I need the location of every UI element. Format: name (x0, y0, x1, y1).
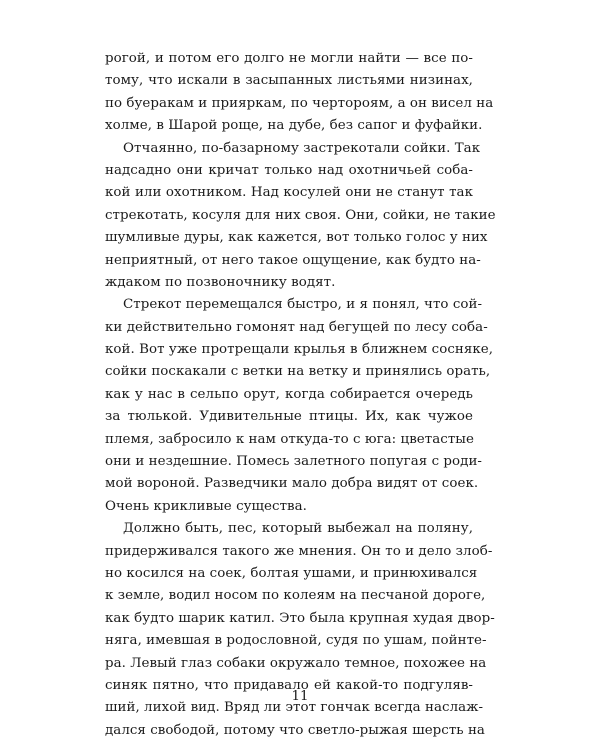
page-number: 11 (291, 689, 309, 704)
text-line: шумливые дуры, как кажется, вот только голос у них (105, 230, 488, 246)
text-line: сойки поскакали с ветки на ветку и принялись орать, (105, 364, 491, 380)
text-line: как у нас в сельпо орут, когда собирается очередь (105, 386, 473, 402)
text-line: но косился на соек, болтая ушами, и принюхивался (105, 565, 478, 581)
text-line: племя, забросило к нам откуда-то с юга: цветастые (105, 431, 474, 447)
text-line: ждаком по позвоночнику водят. (105, 274, 336, 290)
text-line: надсадно они кричат только над охотничьей соба- (105, 162, 473, 178)
text-line: синяк пятно, что придавало ей какой-то подгуляв- (105, 677, 473, 693)
text-line: как будто шарик катил. Это была крупная худая двор- (105, 610, 495, 626)
text-line: они и нездешние. Помесь залетного попугая с роди- (105, 454, 483, 470)
text-line: Очень крикливые существа. (105, 498, 307, 514)
text-line: кой или охотником. Над косулей они не станут так (105, 185, 473, 201)
text-line: за тюлькой. Удивительные птицы. Их, как чужое (105, 409, 473, 425)
text-line: няга, имевшая в родословной, судя по ушам, пойнте- (105, 633, 487, 649)
text-line: неприятный, от него такое ощущение, как будто на- (105, 252, 481, 268)
text-line: Должно быть, пес, который выбежал на поляну, (123, 521, 473, 537)
text-line: ший, лихой вид. Вряд ли этот гончак всегда наслаж- (105, 700, 484, 716)
text-line: ки действительно гомонят над бегущей по лесу соба- (105, 319, 488, 335)
text-line: кой. Вот уже протрещали крылья в ближнем сосняке, (105, 342, 494, 358)
text-line: ра. Левый глаз собаки окружало темное, похожее на (105, 655, 487, 671)
text-line: холме, в Шарой роще, на дубе, без сапог и фуфайки. (105, 118, 483, 134)
text-line: мой вороной. Разведчики мало добра видят от соек. (105, 476, 479, 492)
text-line: по буеракам и прияркам, по чертороям, а он висел на (105, 95, 494, 111)
text-line: Отчаянно, по-базарному застрекотали сойки. Так (123, 140, 481, 156)
text-line: стрекотать, косуля для них своя. Они, сойки, не такие (105, 207, 496, 223)
text-line: рогой, и потом его долго не могли найти — все по- (105, 51, 473, 66)
text-line: дался свободой, потому что светло-рыжая шерсть на (105, 722, 485, 738)
page-body (105, 48, 496, 742)
text-line: Стрекот перемещался быстро, и я понял, что сой- (123, 297, 483, 313)
text-line: к земле, водил носом по колеям на песчаной дороге, (105, 588, 486, 604)
text-line: придерживался такого же мнения. Он то и дело злоб- (105, 543, 493, 559)
text-line: тому, что искали в засыпанных листьями низинах, (105, 73, 473, 89)
